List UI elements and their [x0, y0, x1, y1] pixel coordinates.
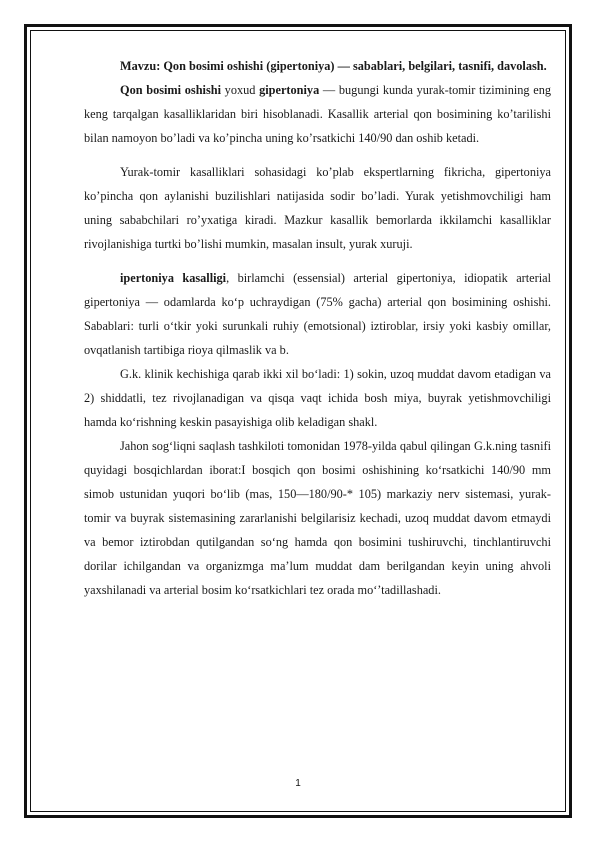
paragraph-3 [84, 266, 551, 362]
paragraph-1-connector: yoxud [221, 83, 260, 97]
term-qon-bosimi: Qon bosimi oshishi [120, 83, 221, 97]
term-gipertoniya: gipertoniya [259, 83, 320, 97]
document-body [84, 54, 551, 602]
paragraph-1 [84, 78, 551, 150]
document-title: Mavzu: Qon bosimi oshishi (gipertoniya) — sabablari, belgilari, tasnifi, davolash. [120, 59, 547, 73]
spacer [84, 256, 551, 266]
paragraph-3-text: , birlamchi (essensial) arterial gipertoniya, idiopatik arterial gipertoniya — odamlarda ko‘p uchraydigan (75% gacha) arterial qon bosimining oshishi. Sabablari: turli o‘tkir yoki surunkali ruhiy (emotsional) iztiroblar, irsiy yoki kasbiy omillar, ovqatlanish tartibiga rioya qilmaslik va b. [84, 271, 552, 357]
paragraph-5: Jahon sog‘liqni saqlash tashkiloti tomonidan 1978-yilda qabul qilingan G.k.ning tasnifi quyidagi bosqichlardan iborat:I bosqich qon bosimi oshishining ko‘rsatkichi 140/90 mm simob ustunidan yuqori bo‘lib (mas, 150—180/90-* 105) markaziy nerv sistemasi, yurak-tomir va buyrak sistemasining zararlanishi belgilarisiz kechadi, uzoq muddat davom etmaydi va bemor iztirobdan qutilgandan so‘ng hamda qon bosimini tushiruvchi, tinchlantiruvchi dorilar ichilgandan va organizmga ma’lum muddat dam berilgandan keyin uning ahvoli yaxshilanadi va arterial bosim ko‘rsatkichlari tez orada mo‘’tadillashadi. [84, 439, 551, 597]
term-gipertoniya-kasalligi: ipertoniya kasalligi [120, 271, 227, 285]
page-number: 1 [295, 778, 301, 789]
paragraph-2: Yurak-tomir kasalliklari sohasidagi ko’plab ekspertlarning fikricha, gipertoniya ko’pincha qon aylanishi buzilishlari natijasida sodir bo’ladi. Yurak yetishmovchiligi ham uning sababchilari ro’yxatiga kiradi. Mazkur kasallik bemorlarda ikkilamchi kasalliklar rivojlanishiga turtki bo’lishi mumkin, masalan insult, yurak xuruji. [84, 165, 551, 251]
paragraph-1-text: — bugungi kunda yurak-tomir tizimining eng keng tarqalgan kasalliklaridan biri hisoblanadi. Kasallik arterial qon bosimining ko’tarilishi bilan namoyon bo’ladi va ko’pincha uning ko’rsatkichi 140/90 dan oshib ketadi. [84, 83, 552, 145]
paragraph-4: G.k. klinik kechishiga qarab ikki xil bo‘ladi: 1) sokin, uzoq muddat davom etadigan va 2) shiddatli, tez rivojlanadigan va qisqa vaqt ichida bosh miya, buyrak yetishmovchiligi hamda ko‘rishning keskin pasayishiga olib keladigan shakl. [84, 367, 551, 429]
spacer [84, 150, 551, 160]
